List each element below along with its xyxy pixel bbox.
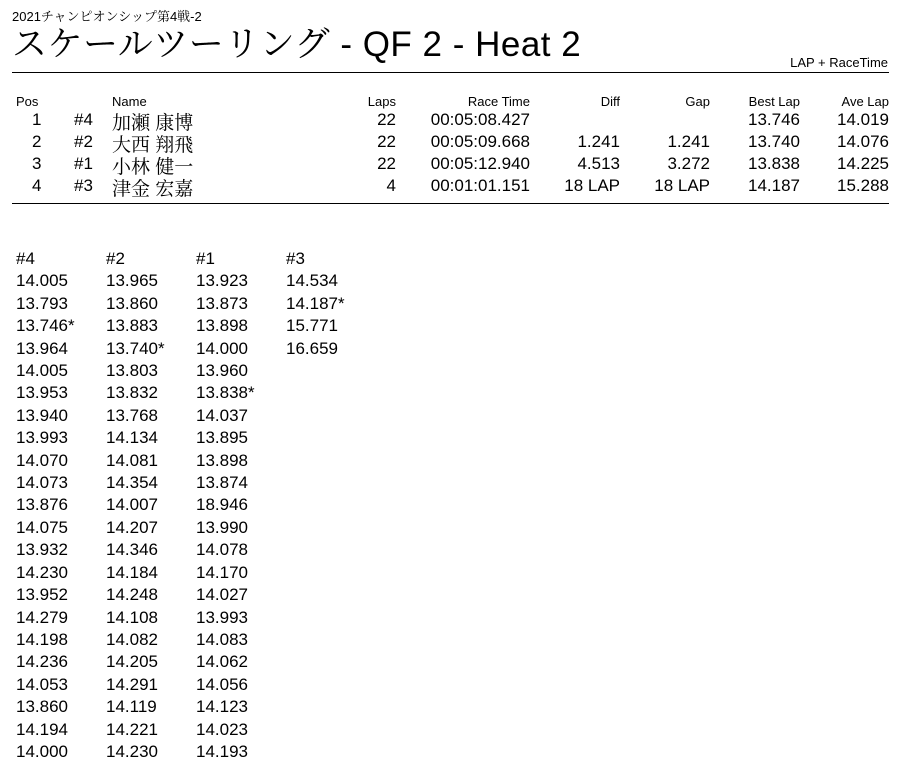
lap-time: 14.279	[16, 607, 68, 627]
row-laps: 22	[377, 132, 396, 151]
lap-time: 14.354	[106, 473, 158, 493]
lap-column	[196, 248, 286, 763]
event-subtitle: 2021チャンピオンシップ第4戦-2	[12, 9, 202, 24]
lap-time: 13.990	[196, 517, 248, 537]
lap-time: 14.005	[16, 361, 68, 381]
lap-time: 13.793	[16, 293, 68, 313]
lap-time: 14.170	[196, 562, 248, 582]
lap-time: 14.037	[196, 405, 248, 425]
row-driver-name: 大西 翔飛	[112, 135, 194, 156]
lap-time: 16.659	[286, 338, 338, 358]
lap-column	[16, 248, 106, 763]
lap-time: 13.860	[106, 293, 158, 313]
lap-time: 15.771	[286, 316, 338, 336]
lap-time: 14.005	[16, 271, 68, 291]
col-header-ave-lap: Ave Lap	[841, 94, 889, 109]
lap-time: 13.964	[16, 338, 68, 358]
lap-time: 14.134	[106, 428, 158, 448]
col-header-laps: Laps	[367, 94, 396, 109]
lap-time: 14.070	[16, 450, 68, 470]
lap-time: 13.860	[16, 697, 68, 717]
row-pos: 1	[32, 110, 42, 129]
lap-time: 13.960	[196, 361, 248, 381]
row-best-lap: 13.838	[748, 154, 800, 173]
row-ave-lap: 14.019	[837, 110, 889, 129]
lap-time: 14.000	[196, 338, 248, 358]
lap-time: 14.073	[16, 473, 68, 493]
row-pos: 4	[32, 176, 42, 195]
row-diff: 1.241	[577, 132, 620, 151]
page-title: スケールツーリング - QF 2 - Heat 2	[12, 25, 582, 64]
row-driver-name: 加瀬 康博	[112, 113, 194, 134]
row-diff: 4.513	[577, 154, 620, 173]
lap-time: 14.248	[106, 585, 158, 605]
lap-column-header: #2	[106, 249, 125, 268]
lap-time: 14.236	[16, 652, 68, 672]
lap-time: 13.953	[16, 383, 68, 403]
row-laps: 22	[377, 110, 396, 129]
lap-time: 14.123	[196, 697, 248, 717]
row-best-lap: 13.740	[748, 132, 800, 151]
lap-time: 14.193	[196, 741, 248, 761]
col-header-name: Name	[112, 94, 147, 109]
lap-time: 14.119	[106, 697, 157, 717]
lap-time: 14.205	[106, 652, 158, 672]
lap-time: 14.534	[286, 271, 338, 291]
lap-time: 14.007	[106, 495, 158, 515]
lap-time: 14.230	[16, 562, 68, 582]
lap-time: 14.184	[106, 562, 158, 582]
lap-time: 14.346	[106, 540, 158, 560]
col-header-pos: Pos	[16, 94, 39, 109]
row-ave-lap: 14.225	[837, 154, 889, 173]
row-best-lap: 14.187	[748, 176, 800, 195]
lap-column-header: #1	[196, 249, 215, 268]
lap-time: 14.062	[196, 652, 248, 672]
lap-time: 13.898	[196, 450, 248, 470]
lap-time: 14.083	[196, 629, 248, 649]
lap-column-header: #4	[16, 249, 35, 268]
lap-time: 13.993	[196, 607, 248, 627]
lap-time: 13.993	[16, 428, 68, 448]
lap-time: 14.027	[196, 585, 248, 605]
row-race-time: 00:05:09.668	[430, 132, 530, 151]
row-pos: 2	[32, 132, 42, 151]
lap-time: 18.946	[196, 495, 248, 515]
lap-time: 14.198	[16, 629, 68, 649]
lap-time: 13.874	[196, 473, 248, 493]
lap-time: 14.187*	[286, 293, 345, 313]
row-car-number: #1	[74, 154, 93, 173]
lap-time: 13.832	[106, 383, 158, 403]
row-car-number: #2	[74, 132, 93, 151]
lap-time: 13.746*	[16, 316, 75, 336]
lap-time: 14.082	[106, 629, 158, 649]
lap-time: 13.873	[196, 293, 248, 313]
lap-time: 13.883	[106, 316, 158, 336]
row-race-time: 00:05:12.940	[430, 154, 530, 173]
row-gap: 1.241	[667, 132, 710, 151]
lap-column-header: #3	[286, 249, 305, 268]
lap-time: 14.056	[196, 674, 248, 694]
row-race-time: 00:01:01.151	[430, 176, 530, 195]
lap-time: 14.230	[106, 741, 158, 761]
header-rule	[12, 72, 889, 73]
lap-time: 13.803	[106, 361, 158, 381]
row-driver-name: 津金 宏嘉	[112, 179, 194, 200]
lap-time: 13.876	[16, 495, 68, 515]
row-gap: 18 LAP	[654, 176, 710, 195]
lap-time: 14.023	[196, 719, 248, 739]
lap-time: 14.075	[16, 517, 68, 537]
row-driver-name: 小林 健一	[112, 157, 194, 178]
lap-time: 13.768	[106, 405, 158, 425]
lap-time: 13.940	[16, 405, 68, 425]
row-race-time: 00:05:08.427	[430, 110, 530, 129]
row-gap: 3.272	[667, 154, 710, 173]
col-header-best-lap: Best Lap	[748, 94, 800, 109]
col-header-diff: Diff	[600, 94, 620, 109]
lap-time: 14.291	[106, 674, 158, 694]
lap-time: 14.078	[196, 540, 248, 560]
row-laps: 4	[386, 176, 396, 195]
row-best-lap: 13.746	[748, 110, 800, 129]
lap-time: 14.000	[16, 741, 68, 761]
lap-time: 14.207	[106, 517, 158, 537]
lap-time: 13.898	[196, 316, 248, 336]
row-diff: 18 LAP	[564, 176, 620, 195]
lap-time: 13.740*	[106, 338, 165, 358]
lap-time: 13.932	[16, 540, 68, 560]
row-ave-lap: 15.288	[837, 176, 889, 195]
row-laps: 22	[377, 154, 396, 173]
result-mode-label: LAP + RaceTime	[790, 55, 888, 70]
row-ave-lap: 14.076	[837, 132, 889, 151]
lap-time: 14.194	[16, 719, 68, 739]
results-rule	[12, 203, 889, 204]
lap-time: 13.838*	[196, 383, 255, 403]
lap-time: 14.221	[106, 719, 158, 739]
lap-time: 13.895	[196, 428, 248, 448]
col-header-gap: Gap	[685, 94, 710, 109]
col-header-race-time: Race Time	[467, 94, 530, 109]
lap-time: 13.952	[16, 585, 68, 605]
lap-time: 13.965	[106, 271, 158, 291]
lap-time: 14.053	[16, 674, 68, 694]
lap-time: 13.923	[196, 271, 248, 291]
row-car-number: #4	[74, 110, 93, 129]
lap-column	[106, 248, 196, 763]
row-pos: 3	[32, 154, 42, 173]
lap-column	[286, 248, 376, 360]
lap-time: 14.108	[106, 607, 158, 627]
row-car-number: #3	[74, 176, 93, 195]
lap-time: 14.081	[106, 450, 158, 470]
